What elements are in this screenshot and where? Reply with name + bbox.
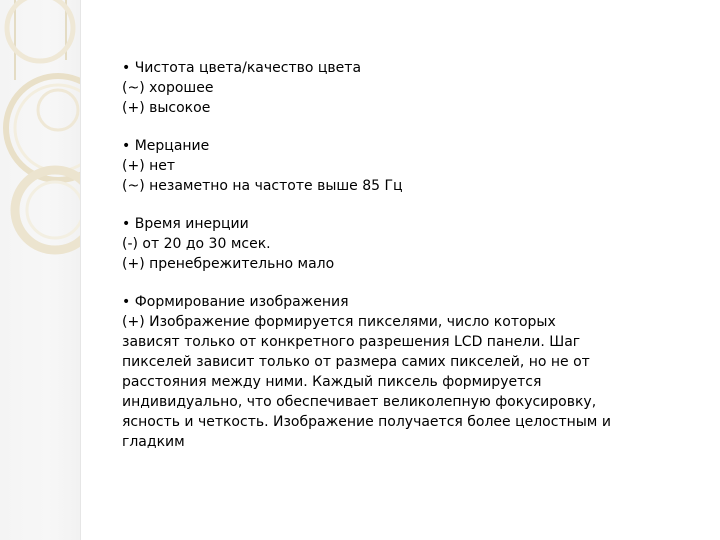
decor-ring-small xyxy=(38,90,78,130)
section-heading: • Формирование изображения xyxy=(122,294,349,310)
section-heading: • Мерцание xyxy=(122,138,210,154)
section-flicker xyxy=(122,136,622,196)
section-color-quality xyxy=(122,58,622,118)
section-line: (~) хорошее xyxy=(122,80,214,96)
decor-ring-bottom-inner xyxy=(27,182,80,238)
section-image-formation xyxy=(122,292,622,452)
section-inertia xyxy=(122,214,622,274)
section-line: (+) нет xyxy=(122,158,176,174)
band-divider xyxy=(80,0,81,540)
section-line: (-) от 20 до 30 мсек. xyxy=(122,236,271,252)
decorative-rings xyxy=(0,0,80,540)
decor-ring-top xyxy=(7,0,73,61)
section-paragraph: (+) Изображение формируется пикселями, число которых зависят только от конкретного разрешения LCD панели. Шаг пикселей зависит только от размера самих пикселей, но не от расстояния между ними. Каждый пиксель формируется индивидуально, что обеспечивает великолепную фокусировку, ясность и четкость. Изображение получается более целостным и гладким xyxy=(122,314,611,450)
section-heading: • Время инерции xyxy=(122,216,249,232)
section-line: (+) высокое xyxy=(122,100,211,116)
section-line: (~) незаметно на частоте выше 85 Гц xyxy=(122,178,403,194)
slide-content xyxy=(122,58,622,470)
section-line: (+) пренебрежительно мало xyxy=(122,256,335,272)
section-heading: • Чистота цвета/качество цвета xyxy=(122,60,362,76)
